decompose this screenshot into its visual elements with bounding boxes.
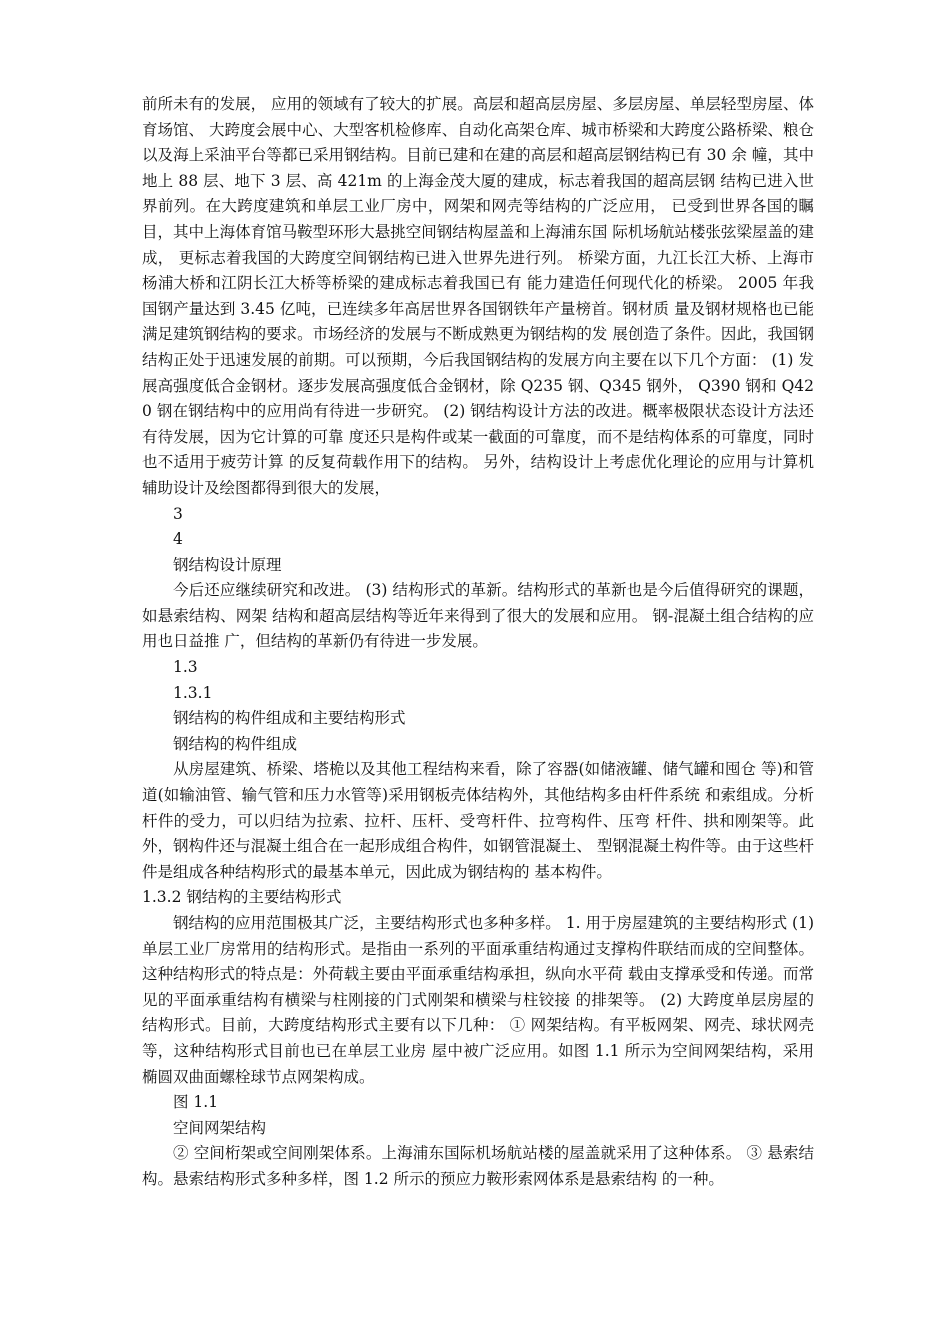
- section-number-1-3: 1.3: [173, 658, 198, 677]
- section-number-1-3-1: 1.3.1: [173, 683, 213, 702]
- page-number-3: 3: [173, 504, 183, 523]
- page-number-4: 4: [173, 530, 183, 549]
- running-header-title: 钢结构设计原理: [173, 555, 282, 574]
- paragraph-components: 从房屋建筑、桥梁、塔桅以及其他工程结构来看，除了容器(如储液罐、储气罐和囤仓 等)和管道(如输油管、输气管和压力水管等)采用钢板壳体结构外，其他结构多由杆件系统 和索组成。分析杆件的受力，可以归结为拉索、拉杆、压杆、受弯杆件、拉弯构件、压弯 杆件、拱和刚架等。此外，钢构件还与混凝土组合在一起形成组合构件，如钢管混凝土、 型钢混凝土构件等。由于这些杆件是组成各种结构形式的最基本单元，因此成为钢结构的 基本构件。: [142, 760, 814, 881]
- section-title-components-and-forms: 钢结构的构件组成和主要结构形式: [173, 709, 406, 728]
- figure-caption-space-truss: 空间网架结构: [173, 1118, 267, 1137]
- subsection-title-components: 钢结构的构件组成: [173, 734, 298, 753]
- paragraph-steel-development: 前所未有的发展， 应用的领域有了较大的扩展。高层和超高层房屋、多层房屋、单层轻型房屋、体育场馆、 大跨度会展中心、大型客机检修库、自动化高架仓库、城市桥梁和大跨度公路桥梁、粮仓 以及海上采油平台等都已采用钢结构。目前已建和在建的高层和超高层钢结构已有 30 余 幢，其中地上 88 层、地下 3 层、高 421m 的上海金茂大厦的建成，标志着我国的超高层钢 结构已进入世界前列。在大跨度建筑和单层工业厂房中，网架和网壳等结构的广泛应用， 已受到世界各国的瞩目，其中上海体育馆马鞍型环形大悬挑空间钢结构屋盖和上海浦东国 际机场航站楼张弦梁屋盖的建成， 更标志着我国的大跨度空间钢结构已进入世界先进行列。 桥梁方面，九江长江大桥、上海市杨浦大桥和江阴长江大桥等桥梁的建成标志着我国已有 能力建造任何现代化的桥梁。 2005 年我国钢产量达到 3.45 亿吨，已连续多年高居世界各国钢铁年产量榜首。钢材质 量及钢材规格也已能满足建筑钢结构的要求。市场经济的发展与不断成熟更为钢结构的发 展创造了条件。因此，我国钢结构正处于迅速发展的前期。可以预期，今后我国钢结构的发展方向主要在以下几个方面： (1) 发展高强度低合金钢材。逐步发展高强度低合金钢材，除 Q235 钢、Q345 钢外， Q390 钢和 Q420 钢在钢结构中的应用尚有待进一步研究。 (2) 钢结构设计方法的改进。概率极限状态设计方法还有待发展，因为它计算的可靠 度还只是构件或某一截面的可靠度，而不是结构体系的可靠度，同时也不适用于疲劳计算 的反复荷载作用下的结构。 另外，结构设计上考虑优化理论的应用与计算机辅助设计及绘图都得到很大的发展，: [142, 95, 814, 497]
- paragraph-structural-forms: 钢结构的应用范围极其广泛，主要结构形式也多种多样。 1. 用于房屋建筑的主要结构形式 (1) 单层工业厂房常用的结构形式。是指由一系列的平面承重结构通过支撑构件联结而成的空间整体。这种结构形式的特点是：外荷载主要由平面承重结构承担，纵向水平荷 载由支撑承受和传递。而常见的平面承重结构有横梁与柱刚接的门式刚架和横梁与柱铰接 的排架等。 (2) 大跨度单层房屋的结构形式。目前，大跨度结构形式主要有以下几种： ① 网架结构。有平板网架、网壳、球状网壳等，这种结构形式目前也已在单层工业房 屋中被广泛应用。如图 1.1 所示为空间网架结构，采用椭圆双曲面螺栓球节点网架构成。: [142, 914, 814, 1086]
- section-heading-1-3-2: 1.3.2 钢结构的主要结构形式: [142, 888, 342, 907]
- figure-label-1-1: 图 1.1: [173, 1093, 219, 1112]
- paragraph-space-frame-and-cable: ② 空间桁架或空间刚架体系。上海浦东国际机场航站楼的屋盖就采用了这种体系。 ③ 悬索结构。悬索结构形式多种多样，图 1.2 所示的预应力鞍形索网体系是悬索结构 的一种。: [142, 1144, 814, 1188]
- paragraph-future-research: 今后还应继续研究和改进。 (3) 结构形式的革新。结构形式的革新也是今后值得研究的课题，如悬索结构、网架 结构和超高层结构等近年来得到了很大的发展和应用。 钢-混凝土组合结构的应用也日益推 广，但结构的革新仍有待进一步发展。: [142, 581, 814, 651]
- document-page: [142, 92, 814, 1193]
